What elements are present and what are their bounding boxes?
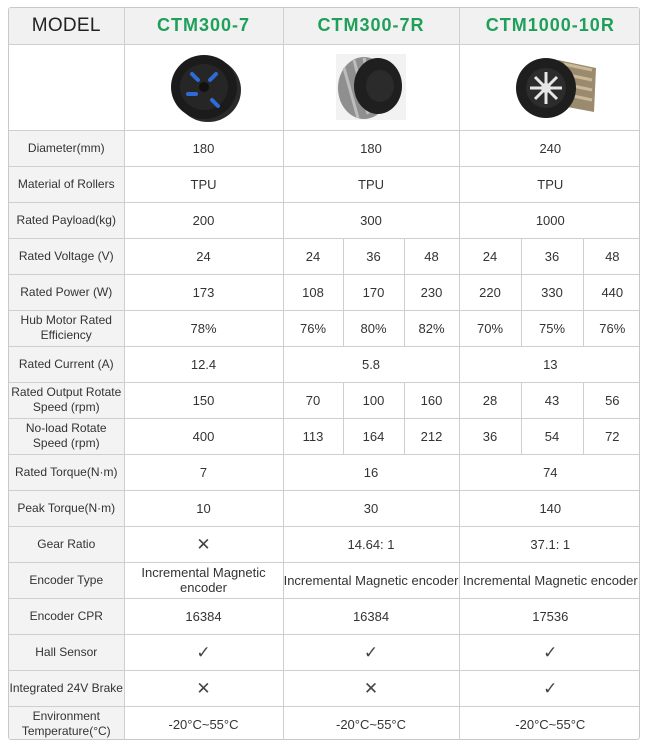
spec-table xyxy=(9,8,640,740)
value: 108 xyxy=(283,274,343,310)
row-brake xyxy=(9,670,640,706)
label-encoder-cpr: Encoder CPR xyxy=(9,598,124,634)
value: 10 xyxy=(124,490,283,526)
value: 30 xyxy=(283,490,459,526)
row-payload xyxy=(9,202,640,238)
product-ctm1000-10r: CTM1000-10R xyxy=(459,8,640,44)
value: 113 xyxy=(283,418,343,454)
value: 16 xyxy=(283,454,459,490)
value: 48 xyxy=(404,238,459,274)
value: 70 xyxy=(283,382,343,418)
value: 150 xyxy=(124,382,283,418)
label-voltage: Rated Voltage (V) xyxy=(9,238,124,274)
value: 72 xyxy=(583,418,640,454)
label-brake: Integrated 24V Brake xyxy=(9,670,124,706)
image-ctm300-7r xyxy=(283,44,459,130)
value: 180 xyxy=(283,130,459,166)
row-efficiency xyxy=(9,310,640,346)
spec-table-container xyxy=(8,7,640,740)
value: 28 xyxy=(459,382,521,418)
label-efficiency: Hub Motor Rated Efficiency xyxy=(9,310,124,346)
value: 70% xyxy=(459,310,521,346)
value: -20°C~55°C xyxy=(124,706,283,740)
row-peak-torque xyxy=(9,490,640,526)
label-torque: Rated Torque(N·m) xyxy=(9,454,124,490)
value: TPU xyxy=(459,166,640,202)
value: 230 xyxy=(404,274,459,310)
label-encoder-type: Encoder Type xyxy=(9,562,124,598)
row-gear-ratio xyxy=(9,526,640,562)
value: 100 xyxy=(343,382,404,418)
value: 200 xyxy=(124,202,283,238)
value: -20°C~55°C xyxy=(459,706,640,740)
value: 220 xyxy=(459,274,521,310)
value: TPU xyxy=(124,166,283,202)
value: 75% xyxy=(521,310,583,346)
value: 24 xyxy=(124,238,283,274)
value: 36 xyxy=(521,238,583,274)
value: Incremental Magnetic encoder xyxy=(283,562,459,598)
row-diameter xyxy=(9,130,640,166)
value: 1000 xyxy=(459,202,640,238)
label-noload-speed: No-load Rotate Speed (rpm) xyxy=(9,418,124,454)
label-payload: Rated Payload(kg) xyxy=(9,202,124,238)
value: Incremental Magnetic encoder xyxy=(459,562,640,598)
value: 82% xyxy=(404,310,459,346)
cross-icon: ✕ xyxy=(283,670,459,706)
value: -20°C~55°C xyxy=(283,706,459,740)
label-diameter: Diameter(mm) xyxy=(9,130,124,166)
image-row-label xyxy=(9,44,124,130)
label-current: Rated Current (A) xyxy=(9,346,124,382)
label-peak-torque: Peak Torque(N·m) xyxy=(9,490,124,526)
label-power: Rated Power (W) xyxy=(9,274,124,310)
value: TPU xyxy=(283,166,459,202)
value: 180 xyxy=(124,130,283,166)
value: 43 xyxy=(521,382,583,418)
image-ctm1000-10r xyxy=(459,44,640,130)
value: 164 xyxy=(343,418,404,454)
value: 12.4 xyxy=(124,346,283,382)
image-row xyxy=(9,44,640,130)
row-temperature xyxy=(9,706,640,740)
row-torque xyxy=(9,454,640,490)
product-ctm300-7: CTM300-7 xyxy=(124,8,283,44)
model-header: MODEL xyxy=(9,8,124,44)
value: 36 xyxy=(459,418,521,454)
row-voltage xyxy=(9,238,640,274)
value: 76% xyxy=(283,310,343,346)
product-ctm300-7r: CTM300-7R xyxy=(283,8,459,44)
value: 160 xyxy=(404,382,459,418)
value: 330 xyxy=(521,274,583,310)
value: 300 xyxy=(283,202,459,238)
mecanum-wheel-image xyxy=(328,48,414,126)
value: 7 xyxy=(124,454,283,490)
value: 140 xyxy=(459,490,640,526)
value: 36 xyxy=(343,238,404,274)
value: 48 xyxy=(583,238,640,274)
cross-icon: ✕ xyxy=(124,670,283,706)
row-current xyxy=(9,346,640,382)
label-temperature: Environment Temperature(°C) xyxy=(9,706,124,740)
value: 170 xyxy=(343,274,404,310)
large-mecanum-wheel-image xyxy=(498,50,602,124)
value: 440 xyxy=(583,274,640,310)
row-encoder-type xyxy=(9,562,640,598)
value: 78% xyxy=(124,310,283,346)
check-icon: ✓ xyxy=(283,634,459,670)
value: 240 xyxy=(459,130,640,166)
value: 54 xyxy=(521,418,583,454)
hub-motor-image xyxy=(164,50,244,124)
value: 14.64: 1 xyxy=(283,526,459,562)
value: 173 xyxy=(124,274,283,310)
row-encoder-cpr xyxy=(9,598,640,634)
value: 212 xyxy=(404,418,459,454)
value: 24 xyxy=(283,238,343,274)
value: 16384 xyxy=(283,598,459,634)
header-row xyxy=(9,8,640,44)
cross-icon: ✕ xyxy=(124,526,283,562)
row-noload-speed xyxy=(9,418,640,454)
value: 24 xyxy=(459,238,521,274)
value: 17536 xyxy=(459,598,640,634)
row-hall-sensor xyxy=(9,634,640,670)
value: 56 xyxy=(583,382,640,418)
value: Incremental Magnetic encoder xyxy=(124,562,283,598)
value: 74 xyxy=(459,454,640,490)
check-icon: ✓ xyxy=(459,634,640,670)
row-power xyxy=(9,274,640,310)
label-gear-ratio: Gear Ratio xyxy=(9,526,124,562)
row-output-speed xyxy=(9,382,640,418)
value: 76% xyxy=(583,310,640,346)
value: 37.1: 1 xyxy=(459,526,640,562)
row-rollers xyxy=(9,166,640,202)
value: 80% xyxy=(343,310,404,346)
image-ctm300-7 xyxy=(124,44,283,130)
check-icon: ✓ xyxy=(124,634,283,670)
value: 5.8 xyxy=(283,346,459,382)
label-output-speed: Rated Output Rotate Speed (rpm) xyxy=(9,382,124,418)
label-rollers: Material of Rollers xyxy=(9,166,124,202)
label-hall-sensor: Hall Sensor xyxy=(9,634,124,670)
check-icon: ✓ xyxy=(459,670,640,706)
value: 13 xyxy=(459,346,640,382)
value: 16384 xyxy=(124,598,283,634)
value: 400 xyxy=(124,418,283,454)
